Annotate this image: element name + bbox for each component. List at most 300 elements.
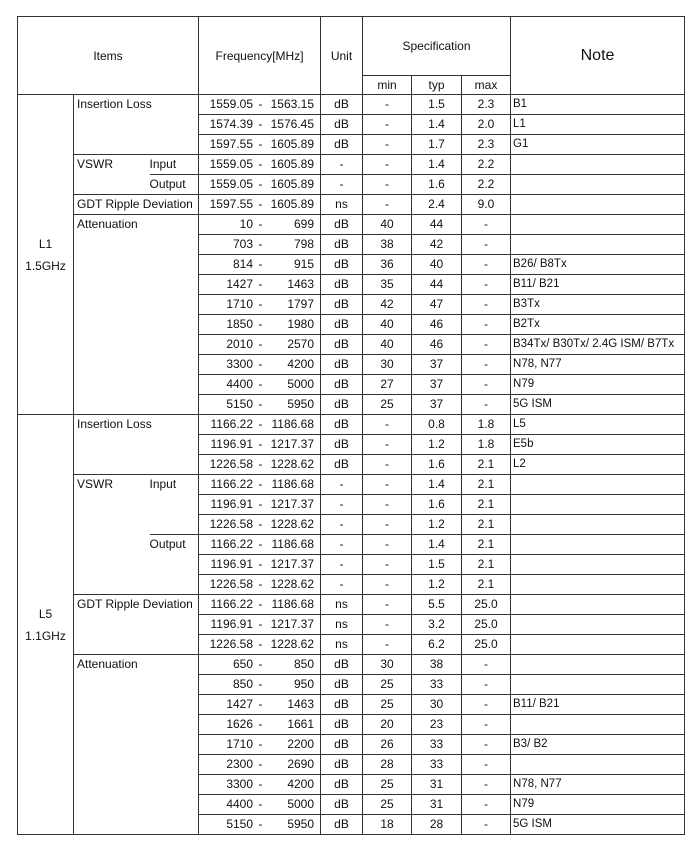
min-cell: 20 <box>363 715 412 735</box>
sub-item-label: Output <box>150 175 199 195</box>
frequency-cell <box>199 355 321 375</box>
unit-cell: ns <box>321 195 363 215</box>
frequency-dash: - <box>258 157 263 171</box>
frequency-cell <box>199 775 321 795</box>
frequency-high: 798 <box>293 237 315 251</box>
max-cell: 2.1 <box>462 495 511 515</box>
unit-cell: - <box>321 515 363 535</box>
typ-cell: 6.2 <box>412 635 462 655</box>
unit-cell: - <box>321 155 363 175</box>
header-max: max <box>462 76 511 95</box>
sub-item-label: Input <box>150 475 199 535</box>
note-cell <box>511 175 685 195</box>
note-cell <box>511 535 685 555</box>
frequency-high: 5000 <box>287 797 315 811</box>
frequency-dash: - <box>258 697 263 711</box>
max-cell: - <box>462 395 511 415</box>
frequency-low: 1427 <box>226 697 254 711</box>
typ-cell: 31 <box>412 795 462 815</box>
typ-cell: 31 <box>412 775 462 795</box>
sub-item-label: Output <box>150 535 199 595</box>
max-cell: 2.3 <box>462 95 511 115</box>
note-cell: 5G ISM <box>511 815 685 835</box>
min-cell: 40 <box>363 315 412 335</box>
header-frequency: Frequency[MHz] <box>199 17 321 95</box>
typ-cell: 1.2 <box>412 575 462 595</box>
frequency-range <box>199 195 320 214</box>
frequency-dash: - <box>258 797 263 811</box>
frequency-range <box>199 655 320 674</box>
frequency-range <box>199 815 320 834</box>
unit-cell: dB <box>321 335 363 355</box>
frequency-cell <box>199 815 321 835</box>
min-cell: - <box>363 555 412 575</box>
typ-cell: 1.2 <box>412 435 462 455</box>
max-cell: 2.1 <box>462 475 511 495</box>
band-name: L1 <box>38 236 53 251</box>
unit-cell: dB <box>321 115 363 135</box>
unit-cell: dB <box>321 775 363 795</box>
frequency-high: 2200 <box>287 737 315 751</box>
frequency-cell <box>199 415 321 435</box>
min-cell: - <box>363 175 412 195</box>
max-cell: 9.0 <box>462 195 511 215</box>
frequency-low: 1226.58 <box>209 517 254 531</box>
unit-cell: dB <box>321 135 363 155</box>
unit-cell: ns <box>321 595 363 615</box>
typ-cell: 47 <box>412 295 462 315</box>
frequency-range <box>199 95 320 114</box>
frequency-low: 1710 <box>226 297 254 311</box>
frequency-high: 850 <box>293 657 315 671</box>
max-cell: - <box>462 315 511 335</box>
spec-table-body <box>18 17 685 835</box>
frequency-high: 1605.89 <box>270 157 315 171</box>
note-cell: B34Tx/ B30Tx/ 2.4G ISM/ B7Tx <box>511 335 685 355</box>
note-cell <box>511 215 685 235</box>
frequency-high: 5000 <box>287 377 315 391</box>
frequency-dash: - <box>258 677 263 691</box>
max-cell: 25.0 <box>462 615 511 635</box>
frequency-high: 2570 <box>287 337 315 351</box>
table-row <box>18 95 685 115</box>
min-cell: - <box>363 455 412 475</box>
note-cell: B11/ B21 <box>511 275 685 295</box>
frequency-dash: - <box>258 137 263 151</box>
max-cell: - <box>462 695 511 715</box>
frequency-dash: - <box>258 437 263 451</box>
frequency-cell <box>199 515 321 535</box>
unit-cell: dB <box>321 415 363 435</box>
frequency-dash: - <box>258 497 263 511</box>
item-label: GDT Ripple Deviation <box>74 195 199 215</box>
frequency-dash: - <box>258 377 263 391</box>
frequency-range <box>199 615 320 634</box>
max-cell: 2.1 <box>462 535 511 555</box>
note-cell <box>511 575 685 595</box>
frequency-range <box>199 755 320 774</box>
note-cell <box>511 635 685 655</box>
frequency-range <box>199 235 320 254</box>
frequency-cell <box>199 495 321 515</box>
min-cell: 28 <box>363 755 412 775</box>
frequency-range <box>199 255 320 274</box>
frequency-low: 1850 <box>226 317 254 331</box>
band-label <box>18 95 74 415</box>
unit-cell: ns <box>321 635 363 655</box>
unit-cell: dB <box>321 95 363 115</box>
spec-table <box>17 16 685 835</box>
header-typ: typ <box>412 76 462 95</box>
note-cell: B26/ B8Tx <box>511 255 685 275</box>
frequency-dash: - <box>258 617 263 631</box>
frequency-high: 1605.89 <box>270 177 315 191</box>
note-cell: B3Tx <box>511 295 685 315</box>
frequency-range <box>199 215 320 234</box>
table-row <box>18 655 685 675</box>
frequency-range <box>199 295 320 314</box>
note-cell <box>511 495 685 515</box>
min-cell: - <box>363 135 412 155</box>
table-row <box>18 155 685 175</box>
item-label: Attenuation <box>74 655 199 835</box>
min-cell: 25 <box>363 695 412 715</box>
frequency-dash: - <box>258 217 263 231</box>
frequency-dash: - <box>258 297 263 311</box>
frequency-high: 5950 <box>287 817 315 831</box>
frequency-range <box>199 515 320 534</box>
min-cell: 40 <box>363 215 412 235</box>
note-cell <box>511 515 685 535</box>
min-cell: 25 <box>363 675 412 695</box>
header-min: min <box>363 76 412 95</box>
frequency-high: 1228.62 <box>270 637 315 651</box>
frequency-range <box>199 355 320 374</box>
frequency-cell <box>199 555 321 575</box>
item-label: Insertion Loss <box>74 415 199 475</box>
frequency-dash: - <box>258 177 263 191</box>
frequency-high: 5950 <box>287 397 315 411</box>
frequency-cell <box>199 435 321 455</box>
frequency-cell <box>199 335 321 355</box>
frequency-range <box>199 775 320 794</box>
frequency-high: 1797 <box>287 297 315 311</box>
frequency-high: 950 <box>293 677 315 691</box>
frequency-cell <box>199 615 321 635</box>
note-cell <box>511 555 685 575</box>
frequency-low: 5150 <box>226 397 254 411</box>
unit-cell: dB <box>321 255 363 275</box>
unit-cell: - <box>321 475 363 495</box>
min-cell: 25 <box>363 795 412 815</box>
frequency-low: 2300 <box>226 757 254 771</box>
max-cell: 1.8 <box>462 435 511 455</box>
frequency-range <box>199 155 320 174</box>
max-cell: 2.0 <box>462 115 511 135</box>
frequency-cell <box>199 195 321 215</box>
max-cell: - <box>462 755 511 775</box>
frequency-dash: - <box>258 257 263 271</box>
frequency-cell <box>199 675 321 695</box>
frequency-range <box>199 795 320 814</box>
unit-cell: - <box>321 535 363 555</box>
frequency-high: 1217.37 <box>270 617 315 631</box>
max-cell: 2.3 <box>462 135 511 155</box>
frequency-high: 1217.37 <box>270 497 315 511</box>
frequency-dash: - <box>258 277 263 291</box>
typ-cell: 1.4 <box>412 115 462 135</box>
frequency-low: 1166.22 <box>210 417 254 431</box>
max-cell: - <box>462 775 511 795</box>
frequency-dash: - <box>258 557 263 571</box>
min-cell: - <box>363 495 412 515</box>
table-row <box>18 475 685 495</box>
frequency-low: 5150 <box>226 817 254 831</box>
unit-cell: dB <box>321 755 363 775</box>
frequency-high: 1605.89 <box>270 137 315 151</box>
note-cell: B3/ B2 <box>511 735 685 755</box>
frequency-cell <box>199 695 321 715</box>
frequency-range <box>199 435 320 454</box>
max-cell: - <box>462 715 511 735</box>
frequency-high: 1217.37 <box>270 437 315 451</box>
band-frequency: 1.1GHz <box>25 628 66 643</box>
typ-cell: 33 <box>412 675 462 695</box>
typ-cell: 1.4 <box>412 155 462 175</box>
note-cell <box>511 615 685 635</box>
max-cell: 2.1 <box>462 555 511 575</box>
unit-cell: dB <box>321 395 363 415</box>
note-cell: L1 <box>511 115 685 135</box>
frequency-dash: - <box>258 397 263 411</box>
frequency-range <box>199 415 320 434</box>
frequency-high: 1228.62 <box>270 517 315 531</box>
frequency-dash: - <box>258 357 263 371</box>
max-cell: - <box>462 735 511 755</box>
frequency-high: 1463 <box>287 697 315 711</box>
max-cell: 1.8 <box>462 415 511 435</box>
max-cell: - <box>462 275 511 295</box>
sub-item-label: Input <box>150 155 199 175</box>
frequency-low: 703 <box>232 237 254 251</box>
max-cell: - <box>462 355 511 375</box>
frequency-cell <box>199 795 321 815</box>
frequency-dash: - <box>258 537 263 551</box>
note-cell <box>511 715 685 735</box>
typ-cell: 42 <box>412 235 462 255</box>
frequency-range <box>199 375 320 394</box>
typ-cell: 1.7 <box>412 135 462 155</box>
frequency-dash: - <box>258 517 263 531</box>
header-unit: Unit <box>321 17 363 95</box>
table-row <box>18 195 685 215</box>
frequency-low: 1559.05 <box>209 177 254 191</box>
frequency-high: 4200 <box>287 777 315 791</box>
min-cell: - <box>363 155 412 175</box>
frequency-range <box>199 715 320 734</box>
frequency-dash: - <box>258 317 263 331</box>
min-cell: 25 <box>363 775 412 795</box>
frequency-low: 4400 <box>226 377 254 391</box>
max-cell: - <box>462 255 511 275</box>
frequency-cell <box>199 175 321 195</box>
frequency-dash: - <box>258 457 263 471</box>
frequency-low: 1710 <box>226 737 254 751</box>
frequency-range <box>199 735 320 754</box>
frequency-dash: - <box>258 417 263 431</box>
min-cell: 36 <box>363 255 412 275</box>
min-cell: - <box>363 615 412 635</box>
note-cell: B1 <box>511 95 685 115</box>
frequency-high: 1217.37 <box>270 557 315 571</box>
frequency-low: 3300 <box>226 777 254 791</box>
unit-cell: dB <box>321 815 363 835</box>
frequency-low: 1559.05 <box>209 157 254 171</box>
min-cell: - <box>363 635 412 655</box>
frequency-range <box>199 555 320 574</box>
frequency-cell <box>199 115 321 135</box>
frequency-cell <box>199 755 321 775</box>
frequency-dash: - <box>258 757 263 771</box>
frequency-dash: - <box>258 117 263 131</box>
frequency-range <box>199 675 320 694</box>
frequency-low: 1226.58 <box>209 457 254 471</box>
frequency-dash: - <box>258 657 263 671</box>
frequency-dash: - <box>258 637 263 651</box>
unit-cell: dB <box>321 455 363 475</box>
frequency-high: 1186.68 <box>271 477 315 491</box>
frequency-range <box>199 275 320 294</box>
unit-cell: dB <box>321 355 363 375</box>
unit-cell: ns <box>321 615 363 635</box>
max-cell: - <box>462 335 511 355</box>
frequency-dash: - <box>258 817 263 831</box>
min-cell: - <box>363 195 412 215</box>
min-cell: 42 <box>363 295 412 315</box>
frequency-range <box>199 595 320 614</box>
frequency-low: 1559.05 <box>209 97 254 111</box>
frequency-low: 1626 <box>226 717 254 731</box>
min-cell: - <box>363 475 412 495</box>
typ-cell: 30 <box>412 695 462 715</box>
frequency-high: 915 <box>293 257 315 271</box>
note-cell: N79 <box>511 795 685 815</box>
frequency-cell <box>199 475 321 495</box>
frequency-cell <box>199 95 321 115</box>
table-row <box>18 595 685 615</box>
max-cell: 25.0 <box>462 595 511 615</box>
typ-cell: 1.4 <box>412 475 462 495</box>
unit-cell: dB <box>321 375 363 395</box>
frequency-low: 10 <box>239 217 254 231</box>
note-cell: B2Tx <box>511 315 685 335</box>
frequency-low: 3300 <box>226 357 254 371</box>
typ-cell: 1.5 <box>412 95 462 115</box>
table-row <box>18 215 685 235</box>
frequency-high: 4200 <box>287 357 315 371</box>
frequency-high: 1186.68 <box>271 597 315 611</box>
band-label <box>18 415 74 835</box>
frequency-range <box>199 575 320 594</box>
frequency-low: 1427 <box>226 277 254 291</box>
note-cell <box>511 655 685 675</box>
min-cell: - <box>363 535 412 555</box>
min-cell: 18 <box>363 815 412 835</box>
min-cell: - <box>363 115 412 135</box>
frequency-range <box>199 395 320 414</box>
frequency-cell <box>199 315 321 335</box>
frequency-dash: - <box>258 237 263 251</box>
typ-cell: 46 <box>412 315 462 335</box>
typ-cell: 44 <box>412 215 462 235</box>
typ-cell: 3.2 <box>412 615 462 635</box>
max-cell: - <box>462 795 511 815</box>
frequency-dash: - <box>258 717 263 731</box>
frequency-low: 1226.58 <box>209 637 254 651</box>
min-cell: 26 <box>363 735 412 755</box>
unit-cell: dB <box>321 695 363 715</box>
max-cell: 2.2 <box>462 155 511 175</box>
frequency-range <box>199 175 320 194</box>
typ-cell: 1.6 <box>412 175 462 195</box>
frequency-range <box>199 495 320 514</box>
frequency-low: 1166.22 <box>210 597 254 611</box>
unit-cell: - <box>321 555 363 575</box>
note-cell <box>511 475 685 495</box>
frequency-range <box>199 695 320 714</box>
typ-cell: 37 <box>412 395 462 415</box>
table-row <box>18 415 685 435</box>
typ-cell: 1.6 <box>412 495 462 515</box>
frequency-high: 699 <box>293 217 315 231</box>
note-cell: L2 <box>511 455 685 475</box>
typ-cell: 23 <box>412 715 462 735</box>
frequency-low: 2010 <box>226 337 254 351</box>
typ-cell: 5.5 <box>412 595 462 615</box>
unit-cell: dB <box>321 315 363 335</box>
min-cell: 38 <box>363 235 412 255</box>
frequency-high: 1186.68 <box>271 537 315 551</box>
frequency-range <box>199 315 320 334</box>
frequency-high: 2690 <box>287 757 315 771</box>
note-cell: G1 <box>511 135 685 155</box>
unit-cell: - <box>321 575 363 595</box>
max-cell: 2.1 <box>462 575 511 595</box>
note-cell <box>511 595 685 615</box>
typ-cell: 33 <box>412 755 462 775</box>
frequency-cell <box>199 535 321 555</box>
frequency-dash: - <box>258 337 263 351</box>
min-cell: - <box>363 515 412 535</box>
header-row <box>18 17 685 76</box>
typ-cell: 2.4 <box>412 195 462 215</box>
note-cell: L5 <box>511 415 685 435</box>
frequency-cell <box>199 655 321 675</box>
frequency-range <box>199 335 320 354</box>
frequency-range <box>199 635 320 654</box>
typ-cell: 1.4 <box>412 535 462 555</box>
min-cell: 27 <box>363 375 412 395</box>
frequency-cell <box>199 575 321 595</box>
typ-cell: 1.6 <box>412 455 462 475</box>
typ-cell: 44 <box>412 275 462 295</box>
min-cell: - <box>363 435 412 455</box>
max-cell: 2.1 <box>462 515 511 535</box>
unit-cell: dB <box>321 675 363 695</box>
frequency-low: 1196.91 <box>210 617 254 631</box>
typ-cell: 37 <box>412 375 462 395</box>
frequency-low: 1597.55 <box>209 197 254 211</box>
